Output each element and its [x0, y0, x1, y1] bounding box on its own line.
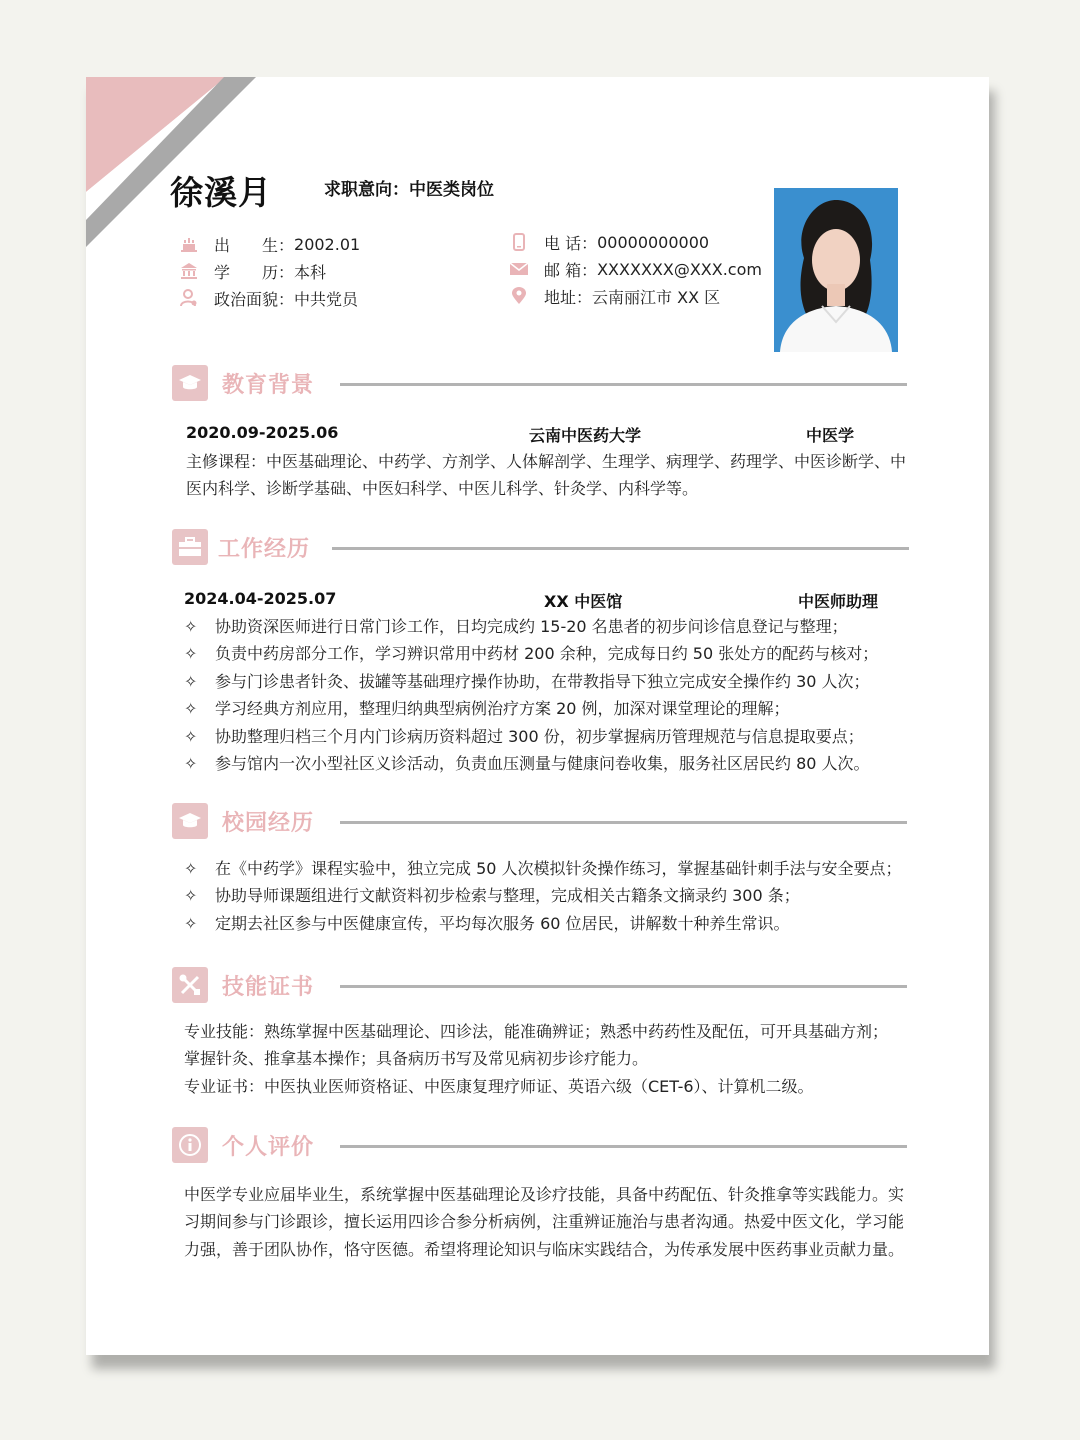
list-item: [184, 855, 924, 882]
work-row: [184, 589, 884, 611]
work-role: 中医师助理: [798, 592, 879, 611]
section-divider: [340, 821, 907, 824]
mail-icon: [508, 258, 530, 280]
info-politics: [178, 287, 358, 309]
bullet-icon: ✧: [184, 754, 198, 774]
email-value[interactable]: XXXXXXX@XXX.com: [597, 259, 762, 279]
evaluation-text: 中医学专业应届毕业生，系统掌握中医基础理论及诊疗技能，具备中药配伍、针灸推拿等实践能力。实习期间参与门诊跟诊，擅长运用四诊合参分析病例，注重辨证施治与患者沟通。热爱中医文化，学习能力强，善于团队协作，恪守医德。希望将理论知识与临床实践结合，为传承发展中医药事业贡献力量。: [184, 1185, 905, 1259]
list-item-text: 协助整理归档三个月内门诊病历资料超过 300 份，初步掌握病历管理规范与信息提取要点；: [215, 726, 864, 746]
education-courses: 主修课程：中医基础理论、中药学、方剂学、人体解剖学、生理学、病理学、药理学、中医诊断学、中医内科学、诊断学基础、中医妇科学、中医儿科学、针灸学、内科学等。: [186, 452, 907, 499]
bullet-icon: ✧: [184, 617, 198, 636]
list-item-text: 协助资深医师进行日常门诊工作，日均完成约 15-20 名患者的初步问诊信息登记与整理；: [215, 617, 848, 636]
bullet-icon: ✧: [184, 913, 198, 933]
work-list: [184, 613, 924, 777]
bullet-icon: ✧: [184, 644, 198, 664]
politics-label: 政治面貌：: [214, 289, 295, 309]
info-icon: [172, 1127, 208, 1163]
bullet-icon: ✧: [184, 859, 198, 878]
list-item-text: 协助导师课题组进行文献资料初步检索与整理，完成相关古籍条文摘录约 300 条；: [215, 886, 800, 906]
info-email: [508, 258, 762, 280]
skills-line: 专业证书：中医执业医师资格证、中医康复理疗师证、英语六级（CET-6）、计算机二级。: [184, 1076, 814, 1096]
section-work-header: [172, 527, 909, 567]
briefcase-icon: [172, 529, 208, 565]
education-major: 中医学: [806, 426, 855, 445]
list-item: [184, 695, 924, 722]
email-label: 邮 箱：: [544, 260, 598, 280]
list-item: [184, 640, 924, 667]
user-icon: [178, 287, 200, 309]
graduation-cap-icon: [172, 803, 208, 839]
phone-label: 电 话：: [544, 233, 598, 253]
education-label: 学 历：: [214, 262, 295, 282]
graduation-cap-icon: [172, 365, 208, 401]
section-divider: [340, 985, 907, 988]
info-address: [508, 285, 720, 307]
bullet-icon: ✧: [184, 699, 198, 719]
list-item-text: 参与门诊患者针灸、拔罐等基础理疗操作协助，在带教指导下独立完成安全操作约 30 人次；: [215, 671, 870, 691]
section-divider: [340, 1145, 907, 1148]
skills-line: 掌握针灸、推拿基本操作；具备病历书写及常见病初步诊疗能力。: [184, 1049, 649, 1069]
campus-list: [184, 855, 924, 937]
list-item-text: 学习经典方剂应用，整理归纳典型病例治疗方案 20 例，加深对课堂理论的理解；: [215, 699, 790, 719]
section-work-title: 工作经历: [218, 537, 311, 562]
section-divider: [340, 383, 907, 386]
school-icon: [178, 260, 200, 282]
list-item-text: 在《中药学》课程实验中，独立完成 50 人次模拟针灸操作练习，掌握基础针刺手法与安全要点；: [215, 859, 902, 878]
tools-icon: [172, 967, 208, 1003]
section-evaluation-header: [172, 1125, 907, 1165]
resume-page: [86, 77, 989, 1355]
education-value: 本科: [294, 262, 327, 282]
section-education-header: [172, 363, 907, 403]
bullet-icon: ✧: [184, 726, 198, 746]
section-campus-header: [172, 801, 907, 841]
list-item: [184, 723, 924, 750]
birth-value: 2002.01: [294, 234, 361, 254]
address-value: 云南丽江市 XX 区: [592, 287, 721, 307]
list-item: [184, 613, 924, 640]
list-item-text: 定期去社区参与中医健康宣传，平均每次服务 60 位居民，讲解数十种养生常识。: [215, 913, 790, 933]
phone-icon: [508, 231, 530, 253]
skills-block: [184, 1018, 924, 1100]
info-education: [178, 260, 326, 282]
address-label: 地址：: [544, 287, 593, 307]
education-row: [186, 423, 886, 445]
section-skills-title: 技能证书: [222, 975, 315, 1000]
profile-photo: [774, 188, 898, 352]
work-org: XX 中医馆: [544, 592, 623, 611]
education-period: 2020.09-2025.06: [186, 423, 339, 442]
cake-icon: [178, 233, 200, 255]
bullet-icon: ✧: [184, 886, 198, 906]
list-item-text: 参与馆内一次小型社区义诊活动，负责血压测量与健康问卷收集，服务社区居民约 80 人次。: [215, 754, 870, 774]
list-item: [184, 882, 924, 909]
section-divider: [332, 547, 909, 550]
info-birth: [178, 233, 360, 255]
politics-value: 中共党员: [294, 289, 359, 309]
birth-label: 出 生：: [214, 235, 295, 255]
section-education-title: 教育背景: [222, 373, 315, 398]
info-phone: [508, 231, 709, 253]
section-evaluation-title: 个人评价: [222, 1135, 315, 1160]
work-period: 2024.04-2025.07: [184, 589, 337, 608]
list-item: [184, 750, 924, 777]
job-intent: 求职意向：中医类岗位: [324, 180, 494, 200]
education-school: 云南中医药大学: [529, 426, 642, 445]
section-campus-title: 校园经历: [222, 811, 315, 836]
location-icon: [508, 285, 530, 307]
list-item: [184, 910, 924, 937]
skills-line: 专业技能：熟练掌握中医基础理论、四诊法，能准确辨证；熟悉中药药性及配伍，可开具基础方剂；: [184, 1022, 889, 1041]
candidate-name: 徐溪月: [170, 173, 272, 212]
phone-value: 00000000000: [597, 232, 710, 252]
bullet-icon: ✧: [184, 671, 198, 691]
list-item: [184, 668, 924, 695]
section-skills-header: [172, 965, 907, 1005]
list-item-text: 负责中药房部分工作，学习辨识常用中药材 200 余种，完成每日约 50 张处方的配药与核对；: [215, 644, 879, 664]
